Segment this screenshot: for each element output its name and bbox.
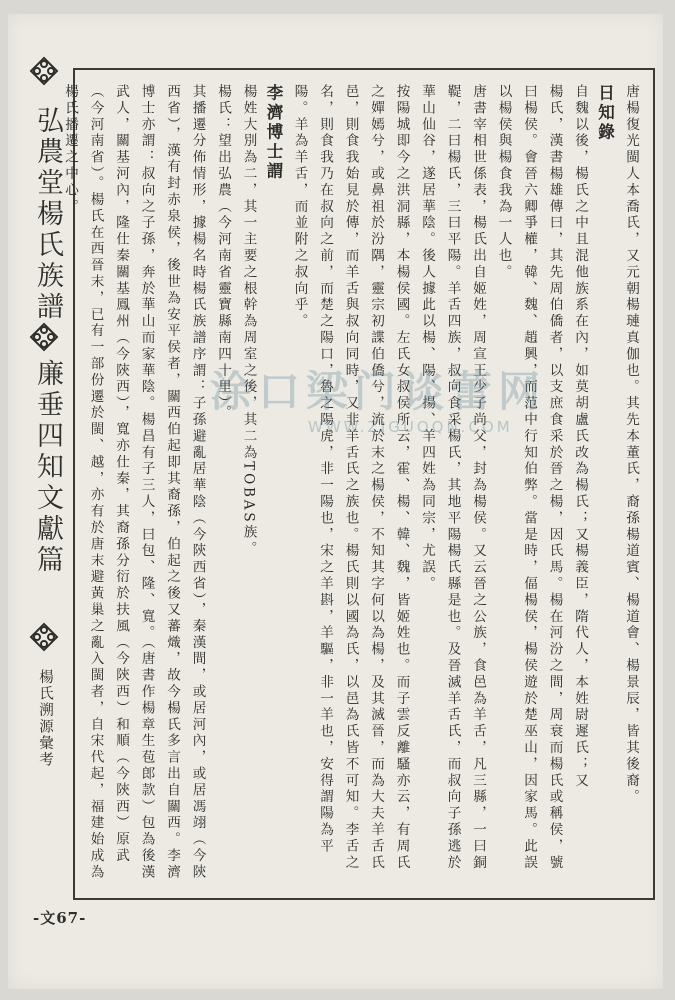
section-heading: 日知錄 [595,84,615,143]
paragraph: 其播遷分佈情形，據楊名時楊氏族譜序謂：子孫避亂居華陰（今陝西省），秦漢間，或居河內，或居馮翊（今陝西省），漢有封赤泉侯，後世為安平侯者，關西伯起即其裔孫，伯起之後又蕃熾，故今楊氏多言出自關西。李濟博士亦謂：叔向之子孫，奔於華山而家華陰。楊昌有子三人，曰包、隆、寬。（唐書作楊章生苞郎款）包為後漢武人，關基河內，隆仕秦關基鳳州（今陝西），寬亦仕秦，其裔孫分衍於扶風（今陝西）和順（今陝西）原武（今河南省）。楊氏在西晉末，已有一部份遷於閩、越，亦有於唐末避黃巢之亂入閩者，自宋代起，福建始成為楊氏播遷之中心。 [62,84,206,881]
section-heading: 李濟博士謂 [264,84,283,182]
ornament-top-icon [29,56,59,86]
paragraph: 唐楊復光閩人本喬氏，又元朝楊璉真伽也。其先本董氏，裔孫楊道賓、楊道會、楊景辰，皆其後裔。 [623,84,639,806]
chapter-title: 楊氏溯源彙考 [37,669,53,768]
paragraph: 唐書宰相世係表，楊氏出自姬姓，周宣王少子尚父，封為楊侯。又云晉之公族，食邑為羊舌，凡三縣，一曰銅鞮，二曰楊氏，三曰平陽。羊舌四族，叔向食采楊氏，其地平陽楊氏縣是也。及晉滅羊舌氏，而叔向子孫逃於華山仙谷，遂居華陰。後人據此以楊、陽、揚、羊四姓為同宗，尤誤。 [419,84,486,872]
article-body [62,84,643,884]
ornament-bottom-icon [29,622,59,652]
paragraph: 按陽城即今之洪洞縣，本楊侯國。左氏女叔侯所云，霍、楊、韓、魏，皆姬姓也。而子雲反離騷亦云，有周氏之嬋嫣兮，或鼻祖於汾隅，靈宗初諜伯僑兮，流於末之楊侯，不知其字何以為楊，及其滅晉，而為大夫羊舌氏邑，則食我始見於傳，而羊舌與叔向同時，又非羊舌氏之族也。楊氏則以國為氏，以邑為氏皆不可知。李舌之名，則食我乃在叔向之前，而楚之陽口，魯之陽虎，非一陽也，宋之羊斟，羊驅，非一羊也，安得謂陽為平陽。羊為羊舌，而並附之叔向乎。 [291,84,410,872]
book-title: 弘農堂楊氏族譜 [32,106,63,323]
watermark-url: WWW.ZIGUOQN.COM [308,418,513,436]
text-frame [62,68,655,900]
paragraph: 自魏以後，楊氏之中且混他族系在內，如莫胡盧氏改為楊氏；又楊義臣，隋代人，本姓尉遲氏；又 [572,84,588,790]
paragraph: 楊姓大別為二，其一主要之根幹為周室之後，其二為TOBAS族。 [240,84,257,558]
paragraph: 楊氏，漢書楊雄傳曰，其先周伯僑者，以支庶食采於晉之楊，因氏馬。楊在河汾之間，周衰而楊氏或稱侯，號曰楊侯。會晉六卿爭權，韓、魏、趙興，而范中行知伯弊。當是時，偪楊侯，楊侯遊於楚巫山，因家馬。此誤以楊侯與楊食我為一人也。 [495,84,563,872]
book-page [8,14,663,989]
watermark-text: 涂口梁门谈蕾网 [209,367,546,416]
page-number: -文67- [33,909,87,927]
ornament-middle-icon [29,322,59,352]
paragraph: 楊氏：望出弘農（今河南省靈寶縣南四十里）。 [215,84,231,422]
book-subtitle: 廉垂四知文獻篇 [32,359,63,576]
